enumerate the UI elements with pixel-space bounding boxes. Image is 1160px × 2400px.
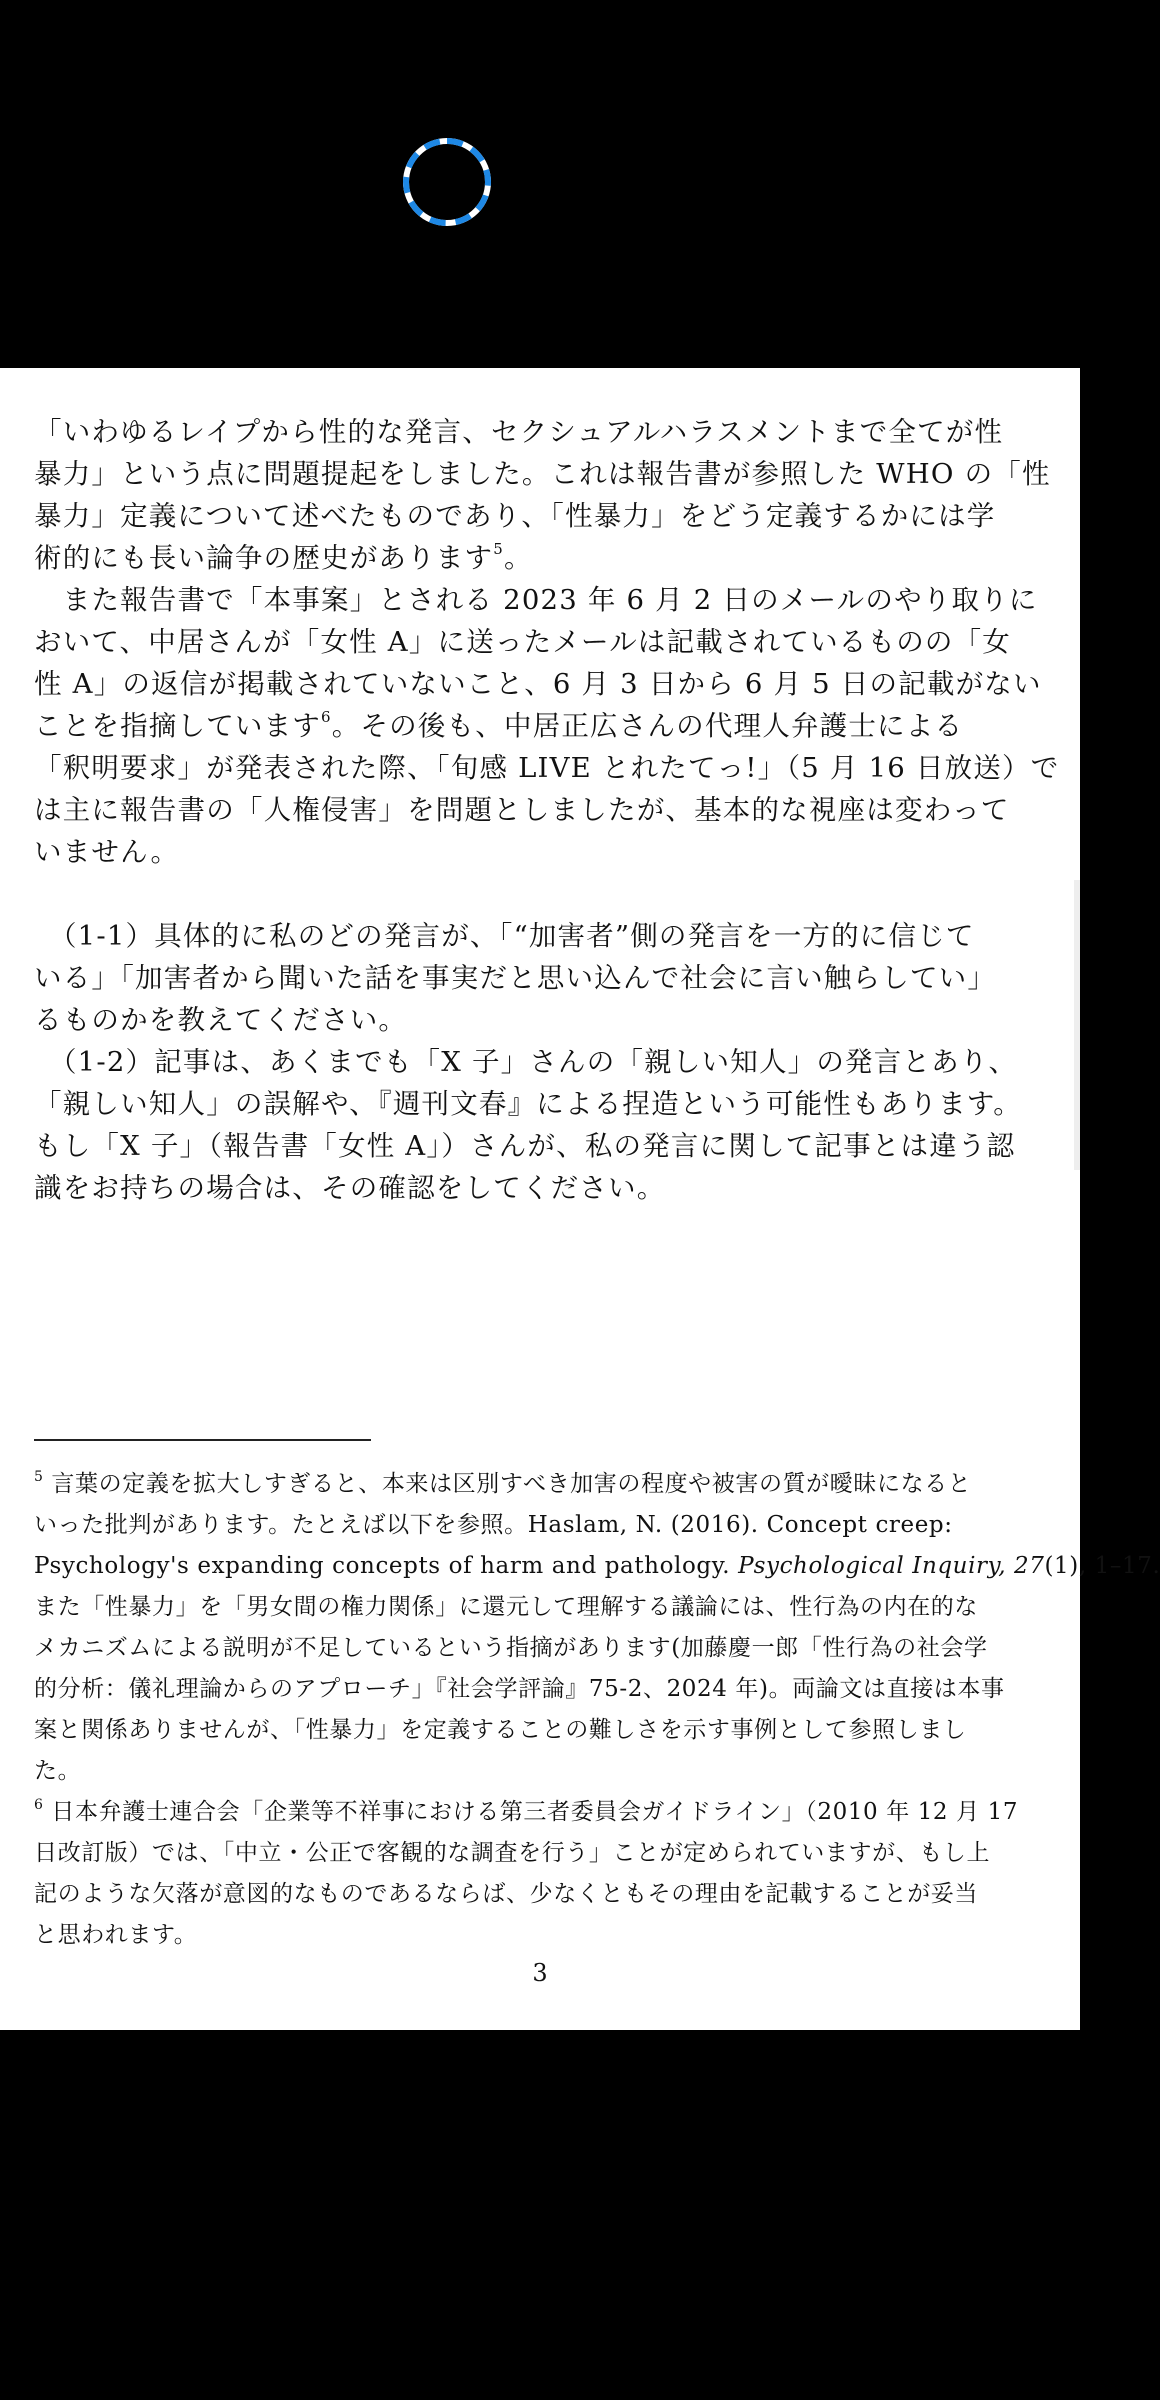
footnote-divider (34, 1439, 371, 1441)
footnote-line: 記のような欠落が意図的なものであるならば、少なくともその理由を記載することが妥当 (34, 1881, 978, 1907)
footnote-line: また「性暴力」を「男女間の権力関係」に還元して理解する議論には、性行為の内在的な (34, 1594, 978, 1620)
question-line: （1-2）記事は、あくまでも「X 子」さんの「親しい知人」の発言とあり、 (34, 1046, 1018, 1078)
footnote-line: いった批判があります。たとえば以下を参照。Haslam, N. (2016). Concept creep: (34, 1512, 953, 1538)
body-line: 暴力」という点に問題提起をしました。これは報告書が参照した WHO の「性 (34, 458, 1051, 490)
question-line: 「親しい知人」の誤解や、『週刊文春』による捏造という可能性もあります。 (34, 1088, 1022, 1120)
document-page (0, 368, 1160, 2030)
question-line: るものかを教えてください。 (34, 1004, 408, 1036)
body-line: は主に報告書の「人権侵害」を問題としましたが、基本的な視座は変わって (34, 794, 1010, 826)
body-line: 暴力」定義について述べたものであり、「性暴力」をどう定義するかには学 (34, 500, 996, 532)
page-number: 3 (532, 1959, 548, 1987)
footnote-reference[interactable]: 5 (493, 540, 504, 558)
body-text (34, 411, 1060, 1209)
body-line: 「いわゆるレイプから性的な発言、セクシュアルハラスメントまで全てが性 (34, 416, 1004, 448)
question-line: （1-1）具体的に私のどの発言が、「“加害者”側の発言を一方的に信じて (34, 920, 975, 952)
body-line: おいて、中居さんが「女性 A」に送ったメールは記載されているものの「女 (34, 626, 1011, 658)
scrollbar[interactable] (1074, 880, 1080, 1170)
question-line: いる」「加害者から聞いた話を事実だと思い込んで社会に言い触らしてい」 (34, 962, 997, 994)
footnote-line: $^6$ 日本弁護士連合会「企業等不祥事における第三者委員会ガイドライン」（2010 年 12 月 17 (34, 1797, 1019, 1825)
journal-title: Psychological Inquiry, 27 (738, 1553, 1045, 1579)
footnote-reference[interactable]: 6 (321, 708, 332, 726)
footnotes (34, 1464, 1160, 1956)
body-line: また報告書で「本事案」とされる 2023 年 6 月 2 日のメールのやり取りに (34, 584, 1038, 616)
footnote-line: と思われます。 (34, 1922, 198, 1948)
body-line: 術的にも長い論争の歴史があります$^5$。 (34, 540, 533, 574)
footnote-line: $^5$ 言葉の定義を拡大しすぎると、本来は区別すべき加害の程度や被害の質が曖昧になると (34, 1469, 972, 1497)
viewer-top-area (0, 0, 1080, 368)
footnote-line: た。 (34, 1758, 82, 1784)
footnote-line: 的分析：儀礼理論からのアプローチ」『社会学評論』75-2、2024 年)。両論文は直接は本事 (34, 1676, 1005, 1702)
question-line: 識をお持ちの場合は、その確認をしてください。 (34, 1172, 666, 1204)
body-line: ことを指摘しています$^6$。その後も、中居正広さんの代理人弁護士による (34, 708, 964, 742)
body-line: いません。 (34, 836, 180, 868)
body-line: 「釈明要求」が発表された際、「旬感 LIVE とれたてっ!」（5 月 16 日放送）で (34, 752, 1060, 784)
footnote-marker: 5 (34, 1469, 44, 1485)
footnote-line: 日改訂版）では、「中立・公正で客観的な調査を行う」ことが定められていますが、もし上 (34, 1840, 991, 1866)
footnote-line: 案と関係ありませんが、「性暴力」を定義することの難しさを示す事例として参照しまし (34, 1717, 967, 1743)
loading-ring-icon (402, 137, 492, 227)
body-line: 性 A」の返信が掲載されていないこと、6 月 3 日から 6 月 5 日の記載がない (34, 668, 1042, 700)
footnote-marker: 6 (34, 1797, 44, 1813)
footnote-line: メカニズムによる説明が不足しているという指摘があります(加藤慶一郎「性行為の社会学 (34, 1635, 988, 1661)
paragraph-gap (34, 873, 1046, 915)
footnote-line: Psychology's expanding concepts of harm and pathology. Psychological Inquiry, 27(1), 1–17. (34, 1553, 1160, 1579)
question-line: もし「X 子」（報告書「女性 A」）さんが、私の発言に関して記事とは違う認 (34, 1130, 1016, 1162)
